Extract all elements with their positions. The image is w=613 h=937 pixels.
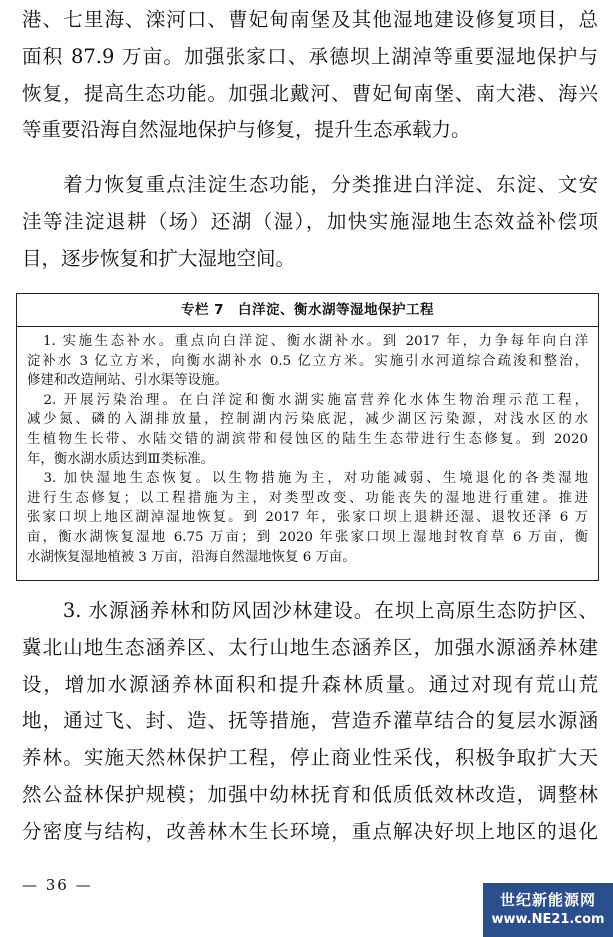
paragraph-wetland-projects [22,2,598,149]
text-line: 水湖恢复湿地植被 3 万亩，沿海自然湿地恢复 6 万亩。 [27,549,356,565]
text-line: 地，通过飞、封、造、抚等措施，营造乔灌草结合的复层水源涵 [22,709,598,733]
text-line: 养林。实施天然林保护工程，停止商业性采伐，积极争取扩大天 [22,746,598,770]
text-line: 分密度与结构，改善林木生长环境，重点解决好坝上地区的退化 [22,819,598,843]
text-line: 3. 加快湿地生态恢复。以生物措施为主，对功能减弱、生境退化的各类湿地 [27,471,588,487]
box-title: 专栏 7 白洋淀、衡水湖等湿地保护工程 [17,294,598,327]
text-line: 3. 水源涵养林和防风固沙林建设。在坝上高原生态防护区、 [22,599,598,622]
box-item [27,332,588,391]
text-line: 设，增加水源涵养林面积和提升森林质量。通过对现有荒山荒 [22,672,598,696]
text-line: 目，逐步恢复和扩大湿地空间。 [22,246,296,270]
watermark-line2: www.NE21.com [491,912,605,927]
text-line: 冀北山地生态涵养区、太行山地生态涵养区，加强水源涵养林建 [22,635,598,659]
text-line: 进行生态修复；以工程措施为主，对类型改变、功能丧失的湿地进行重建。推进 [27,490,588,506]
text-line: 着力恢复重点洼淀生态功能，分类推进白洋淀、东淀、文安 [22,173,598,196]
text-line: 修建和改造闸站、引水渠等设施。 [27,373,228,389]
text-line: 1. 实施生态补水。重点向白洋淀、衡水湖补水。到 2017 年，力争每年向白洋 [27,334,588,349]
text-line: 张家口坝上地区湖淖湿地恢复。到 2017 年，张家口坝上退耕还湿、退牧还泽 6 万 [27,510,588,526]
page-number: — 36 — [22,876,93,894]
box-body [17,327,598,567]
text-line: 淀补水 3 亿立方米，向衡水湖补水 0.5 亿立方米。实施引水河道综合疏浚和整治， [27,353,588,369]
special-column-box [16,293,599,581]
text-line: 等重要沿海自然湿地保护与修复，提升生态承载力。 [22,118,471,142]
text-line: 减少氮、磷的入湖排放量，控制湖内污染底泥，减少湖区污染源，对浅水区的水 [27,412,588,428]
text-line: 面积 87.9 万亩。加强张家口、承德坝上湖淖等重要湿地保护与 [22,44,598,68]
watermark-line1: 世纪新能源网 [499,891,596,909]
box-item [27,469,588,567]
box-item [27,391,588,469]
text-line: 亩，衡水湖恢复湿地 6.75 万亩；到 2020 年张家口坝上湿地封牧育草 6 万亩，衡 [27,529,588,545]
text-line: 恢复，提高生态功能。加强北戴河、曹妃甸南堡、南大港、海兴 [22,81,598,105]
text-line: 洼等洼淀退耕（场）还湖（湿），加快实施湿地生态效益补偿项 [22,209,598,233]
text-line: 生植物生长带、水陆交错的湖滨带和侵蚀区的陆生生态带进行生态修复。到 2020 [27,431,588,447]
paragraph-forest-construction [22,593,598,851]
text-line: 港、七里海、滦河口、曹妃甸南堡及其他湿地建设修复项目，总 [22,8,598,31]
text-line: 2. 开展污染治理。在白洋淀和衡水湖实施富营养化水体生物治理示范工程， [27,392,588,408]
text-line: 然公益林保护规模；加强中幼林抚育和低质低效林改造，调整林 [22,782,598,806]
text-line: 年，衡水湖水质达到Ⅲ类标准。 [27,451,214,467]
watermark-logo [483,883,613,937]
paragraph-depression-restoration [22,167,598,277]
